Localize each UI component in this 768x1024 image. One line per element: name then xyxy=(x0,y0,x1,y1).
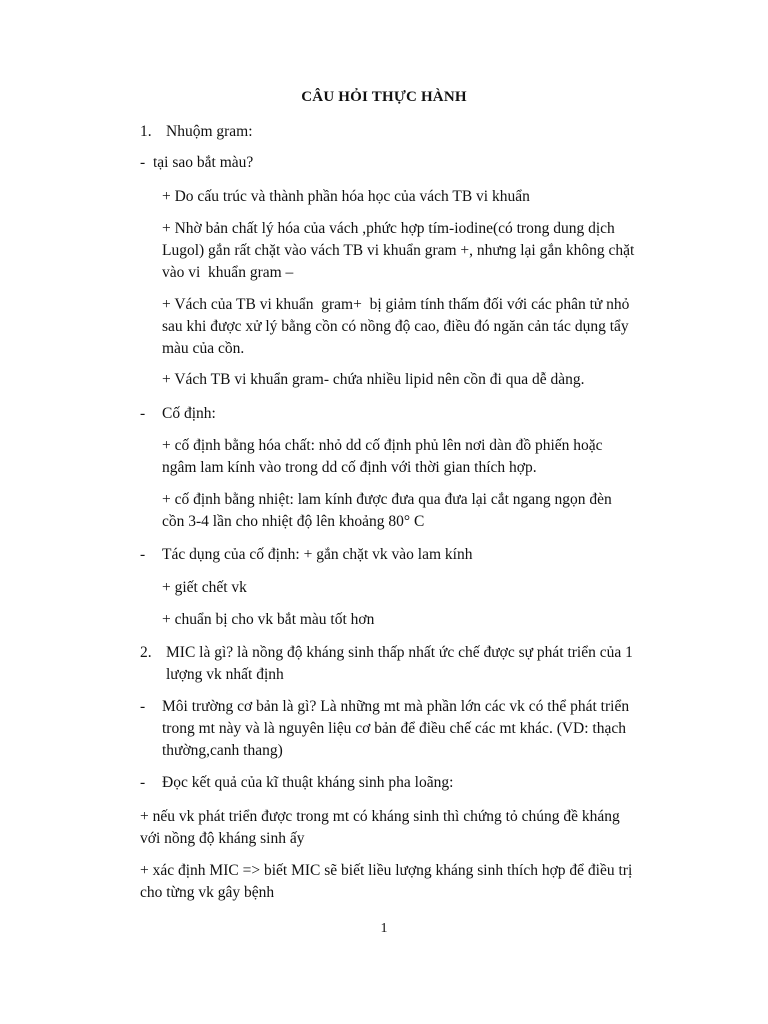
q1-para-1: + Do cấu trúc và thành phần hóa học của vách TB vi khuẩn xyxy=(162,188,530,205)
q2-heading-line-1: MIC là gì? là nồng độ kháng sinh thấp nhất ức chế được sự phát triển của 1 xyxy=(166,644,633,661)
q1-para-3-line-1: + Vách của TB vi khuẩn gram+ bị giảm tính thấm đối với các phân tử nhỏ xyxy=(162,296,630,313)
q2-sub1-dash: - xyxy=(140,698,146,715)
q1-para-7: + giết chết vk xyxy=(162,579,247,596)
q2-sub2-text: Đọc kết quả của kĩ thuật kháng sinh pha loãng: xyxy=(162,774,454,791)
q1-sub3-dash: - xyxy=(140,546,146,563)
q1-para-8: + chuẩn bị cho vk bắt màu tốt hơn xyxy=(162,611,375,628)
q2-number: 2. xyxy=(140,644,152,661)
q2-sub1-line-1: Môi trường cơ bản là gì? Là những mt mà phần lớn các vk có thể phát triển xyxy=(162,698,630,715)
q1-para-3-line-3: màu của cồn. xyxy=(162,340,245,357)
q1-para-6-line-2: cồn 3-4 lần cho nhiệt độ lên khoảng 80° C xyxy=(162,513,425,530)
q1-number: 1. xyxy=(140,123,152,140)
q2-sub1-line-3: thường,canh thang) xyxy=(162,742,283,759)
q2-para-2-line-1: + xác định MIC => biết MIC sẽ biết liều lượng kháng sinh thích hợp để điều trị xyxy=(140,862,633,879)
q1-para-3-line-2: sau khi được xử lý bằng cồn có nồng độ cao, điều đó ngăn cản tác dụng tẩy xyxy=(162,318,629,335)
q1-para-2-line-1: + Nhờ bản chất lý hóa của vách ,phức hợp tím-iodine(có trong dung dịch xyxy=(162,220,615,237)
q2-sub2-dash: - xyxy=(140,774,146,791)
q1-sub1-dash: - xyxy=(140,154,146,171)
q1-sub1-text: tại sao bắt màu? xyxy=(153,154,254,171)
q1-para-5-line-2: ngâm lam kính vào trong dd cố định với thời gian thích hợp. xyxy=(162,459,537,476)
q1-para-5-line-1: + cố định bằng hóa chất: nhỏ dd cố định phủ lên nơi dàn đồ phiến hoặc xyxy=(162,437,603,454)
q1-heading: Nhuộm gram: xyxy=(166,123,253,140)
q2-sub1-line-2: trong mt này và là nguyên liệu cơ bản để điều chế các mt khác. (VD: thạch xyxy=(162,720,626,737)
q1-para-2-line-2: Lugol) gắn rất chặt vào vách TB vi khuẩn gram +, nhưng lại gắn không chặt xyxy=(162,242,635,259)
q1-para-6-line-1: + cố định bằng nhiệt: lam kính được đưa qua đưa lại cắt ngang ngọn đèn xyxy=(162,491,612,508)
q2-para-1-line-2: với nồng độ kháng sinh ấy xyxy=(140,830,305,847)
q1-sub3-text: Tác dụng của cố định: + gắn chặt vk vào lam kính xyxy=(162,546,473,563)
q2-para-1-line-1: + nếu vk phát triển được trong mt có kháng sinh thì chứng tỏ chúng đề kháng xyxy=(140,808,620,825)
q1-para-4: + Vách TB vi khuẩn gram- chứa nhiều lipid nên cồn đi qua dễ dàng. xyxy=(162,371,585,388)
page-title: CÂU HỎI THỰC HÀNH xyxy=(301,89,467,105)
q1-sub2-text: Cố định: xyxy=(162,405,216,422)
page-number: 1 xyxy=(380,921,388,936)
q1-sub2-dash: - xyxy=(140,405,146,422)
q2-para-2-line-2: cho từng vk gây bệnh xyxy=(140,884,275,901)
q1-para-2-line-3: vào vi khuẩn gram – xyxy=(162,264,294,281)
q2-heading-line-2: lượng vk nhất định xyxy=(166,666,284,683)
